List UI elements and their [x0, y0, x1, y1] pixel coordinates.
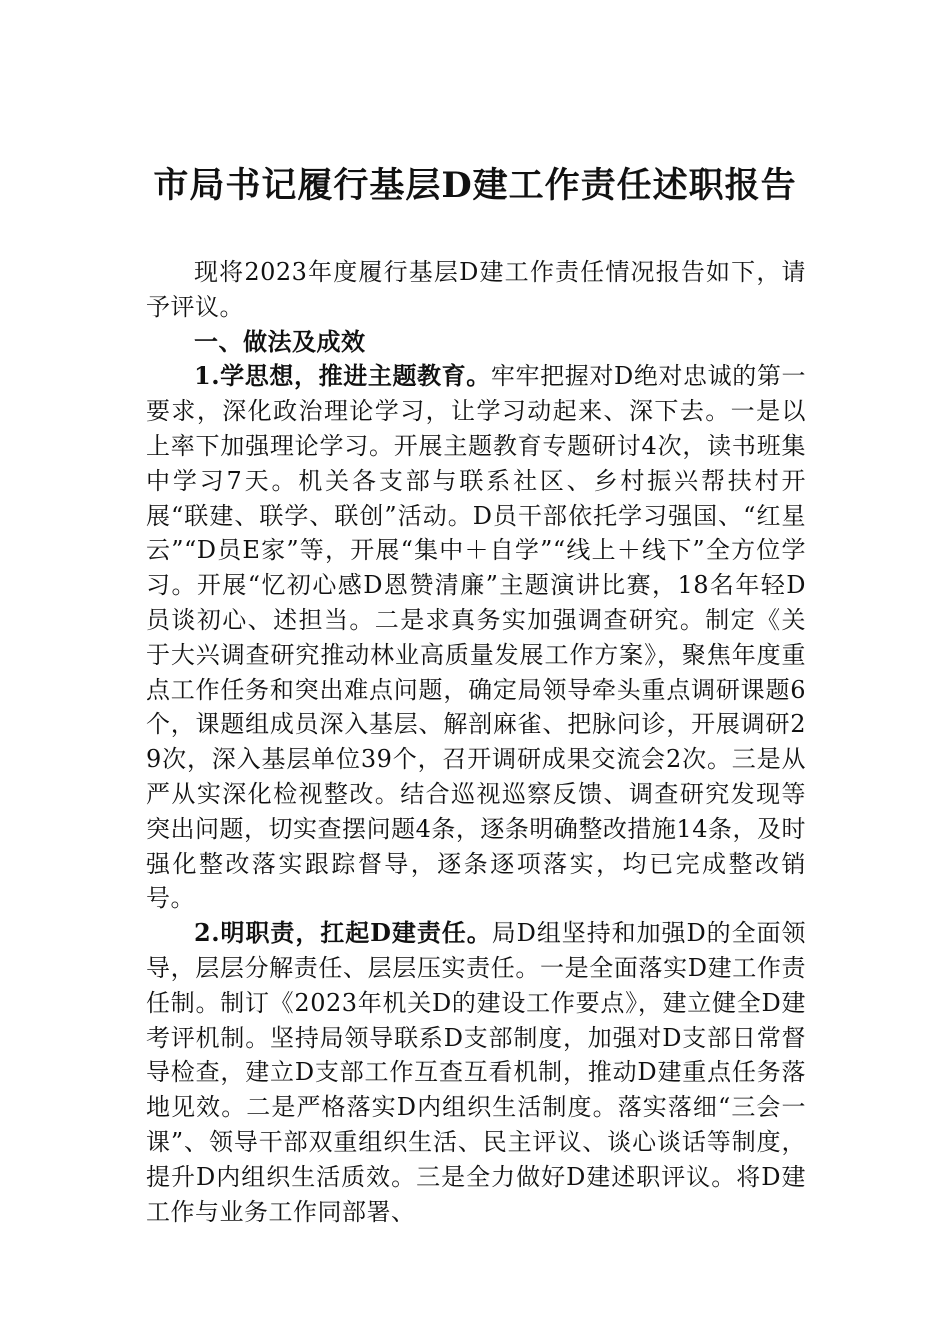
item-1-paragraph — [146, 359, 806, 916]
item-1-body: 牢牢把握对D绝对忠诚的第一要求，深化政治理论学习，让学习动起来、深下去。一是以上率下加强理论学习。开展主题教育专题研讨4次，读书班集中学习7天。机关各支部与联系社区、乡村振兴帮扶村开展“联建、联学、联创”活动。D员干部依托学习强国、“红星云”“D员E家”等，开展“集中＋自学”“线上＋线下”全方位学习。开展“忆初心感D恩赞清廉”主题演讲比赛，18名年轻D员谈初心、述担当。二是求真务实加强调查研究。制定《关于大兴调查研究推动林业高质量发展工作方案》，聚焦年度重点工作任务和突出难点问题，确定局领导牵头重点调研课题6个，课题组成员深入基层、解剖麻雀、把脉问诊，开展调研29次，深入基层单位39个，召开调研成果交流会2次。三是从严从实深化检视整改。结合巡视巡察反馈、调查研究发现等突出问题，切实查摆问题4条，逐条明确整改措施14条，及时强化整改落实跟踪督导，逐条逐项落实，均已完成整改销号。 — [146, 362, 806, 913]
document-title: 市局书记履行基层D建工作责任述职报告 — [153, 165, 797, 206]
section-heading: 一、做法及成效 — [194, 327, 366, 356]
document-body — [146, 255, 806, 1229]
intro-paragraph: 现将2023年度履行基层D建工作责任情况报告如下，请予评议。 — [146, 258, 806, 321]
item-2-paragraph — [146, 916, 806, 1229]
item-1-lead: 1.学思想，推进主题教育。 — [194, 361, 491, 391]
item-2-body: 局D组坚持和加强D的全面领导，层层分解责任、层层压实责任。一是全面落实D建工作责任制。制订《2023年机关D的建设工作要点》，建立健全D建考评机制。坚持局领导联系D支部制度，加强对D支部日常督导检查，建立D支部工作互查互看机制，推动D建重点任务落地见效。二是严格落实D内组织生活制度。落实落细“三会一课”、领导干部双重组织生活、民主评议、谈心谈话等制度，提升D内组织生活质效。三是全力做好D建述职评议。将D建工作与业务工作同部署、 — [146, 919, 806, 1226]
item-2-lead: 2.明职责，扛起D建责任。 — [194, 918, 492, 948]
